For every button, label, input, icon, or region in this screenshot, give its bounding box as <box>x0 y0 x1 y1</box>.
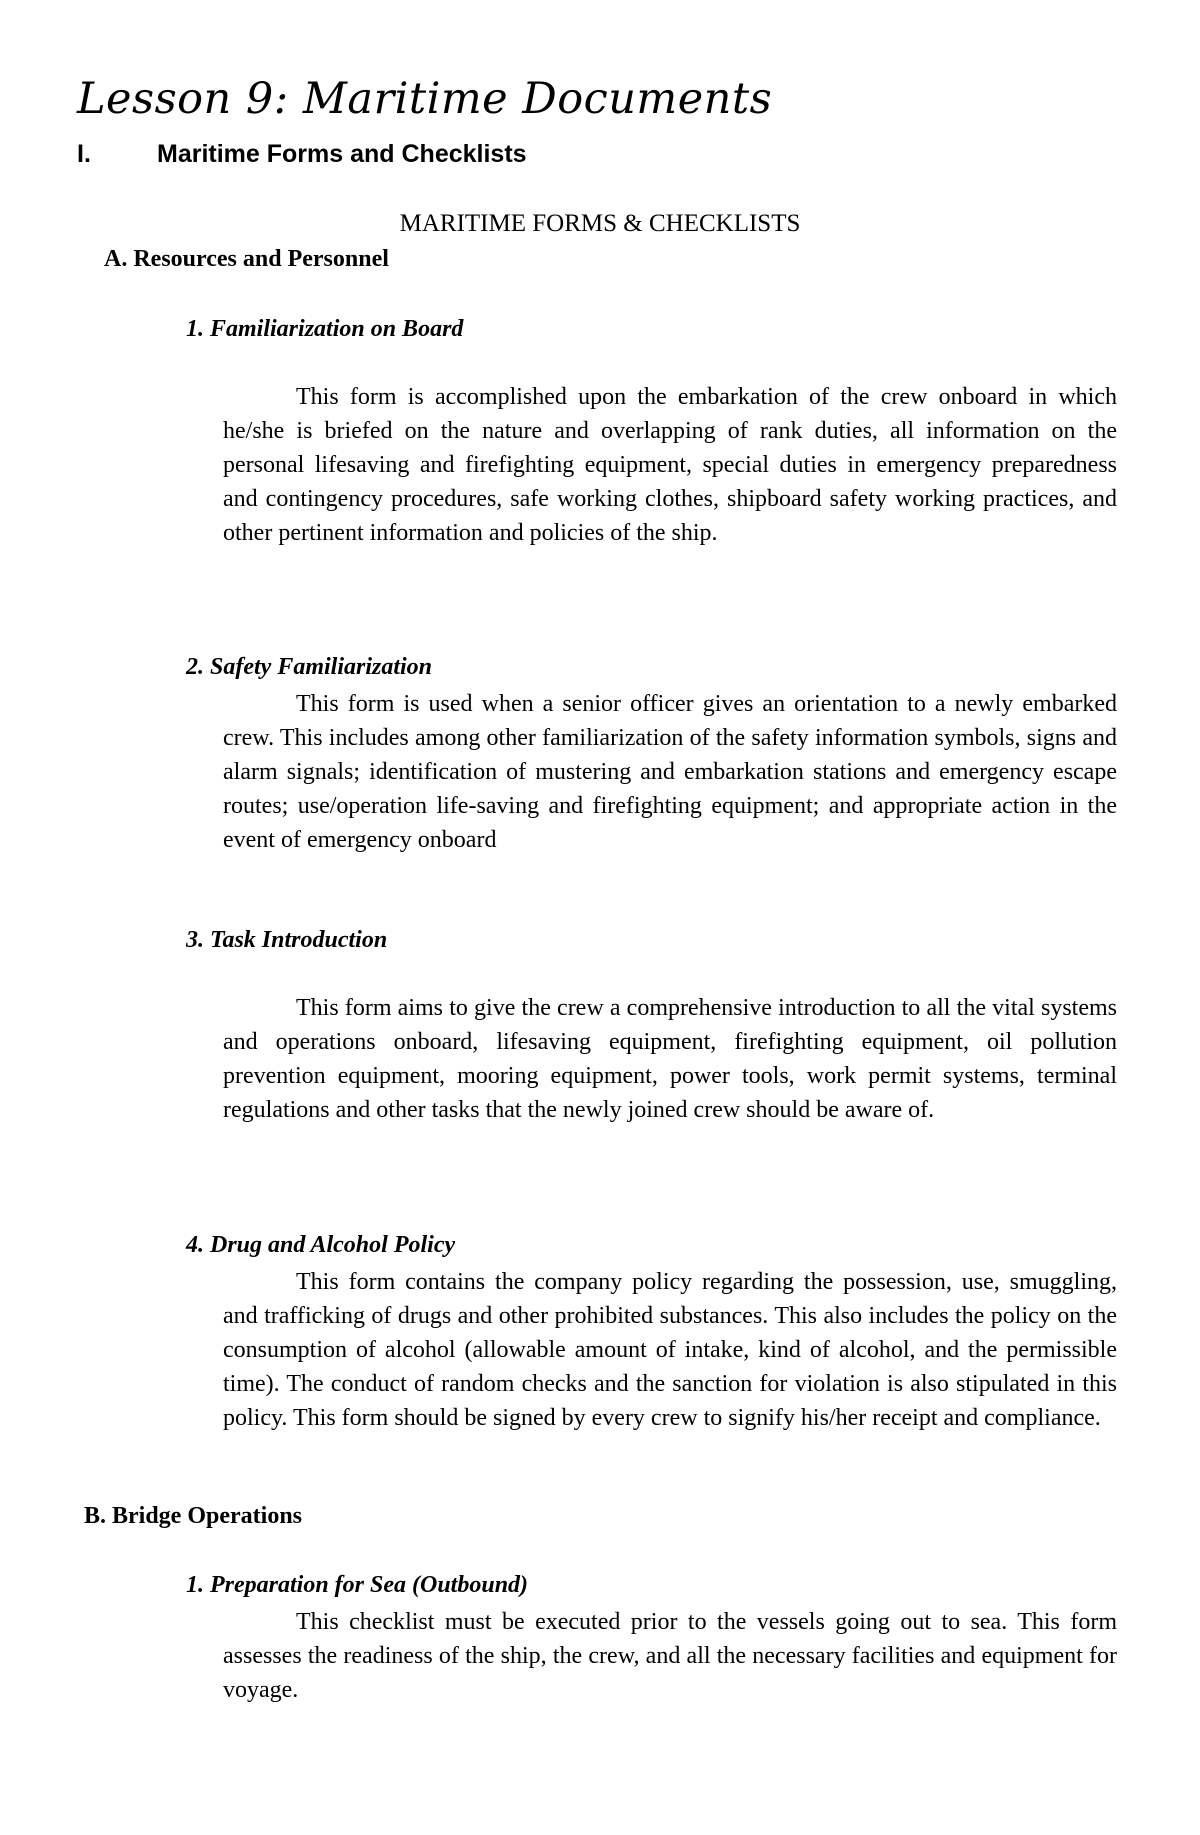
paragraph-familiarization-on-board: This form is accomplished upon the embarkation of the crew onboard in which he/she is briefed on the nature and overlapping of rank duties, all information on the personal lifesaving and firefighting equipment, special duties in emergency preparedness and contingency procedures, safe working clothes, shipboard safety working practices, and other pertinent information and policies of the ship. <box>223 384 1117 546</box>
item-title-preparation-for-sea: 1. Preparation for Sea (Outbound) <box>186 1572 529 1598</box>
section-title: Maritime Forms and Checklists <box>157 140 527 168</box>
paragraph-safety-familiarization: This form is used when a senior officer gives an orientation to a newly embarked crew. This includes among other familiarization of the safety information symbols, signs and alarm signals; identification of mustering and embarkation stations and emergency escape routes; use/operation life-saving and firefighting equipment; and appropriate action in the event of emergency onboard <box>223 691 1117 853</box>
lesson-title: Lesson 9: Maritime Documents <box>77 74 773 124</box>
item-title-safety-familiarization: 2. Safety Familiarization <box>186 654 433 680</box>
subsection-resources-personnel: A. Resources and Personnel <box>104 246 389 272</box>
paragraph-drug-alcohol-policy: This form contains the company policy regarding the possession, use, smuggling, and trafficking of drugs and other prohibited substances. This also includes the policy on the consumption of alcohol (allowable amount of intake, kind of alcohol, and the permissible time). The conduct of random checks and the sanction for violation is also stipulated in this policy. This form should be signed by every crew to signify his/her receipt and compliance. <box>223 1269 1117 1431</box>
paragraph-task-introduction: This form aims to give the crew a comprehensive introduction to all the vital systems and operations onboard, lifesaving equipment, firefighting equipment, oil pollution prevention equipment, mooring equipment, power tools, work permit systems, terminal regulations and other tasks that the newly joined crew should be aware of. <box>223 995 1117 1123</box>
item-title-task-introduction: 3. Task Introduction <box>186 927 388 953</box>
paragraph-preparation-for-sea: This checklist must be executed prior to the vessels going out to sea. This form assesses the readiness of the ship, the crew, and all the necessary facilities and equipment for voyage. <box>223 1609 1117 1703</box>
section-number: I. <box>77 140 91 168</box>
item-title-familiarization-on-board: 1. Familiarization on Board <box>186 316 464 342</box>
item-title-drug-alcohol-policy: 4. Drug and Alcohol Policy <box>186 1232 456 1258</box>
forms-checklists-title: MARITIME FORMS & CHECKLISTS <box>399 210 801 237</box>
section-heading <box>77 140 777 169</box>
subsection-bridge-operations: B. Bridge Operations <box>84 1503 303 1529</box>
